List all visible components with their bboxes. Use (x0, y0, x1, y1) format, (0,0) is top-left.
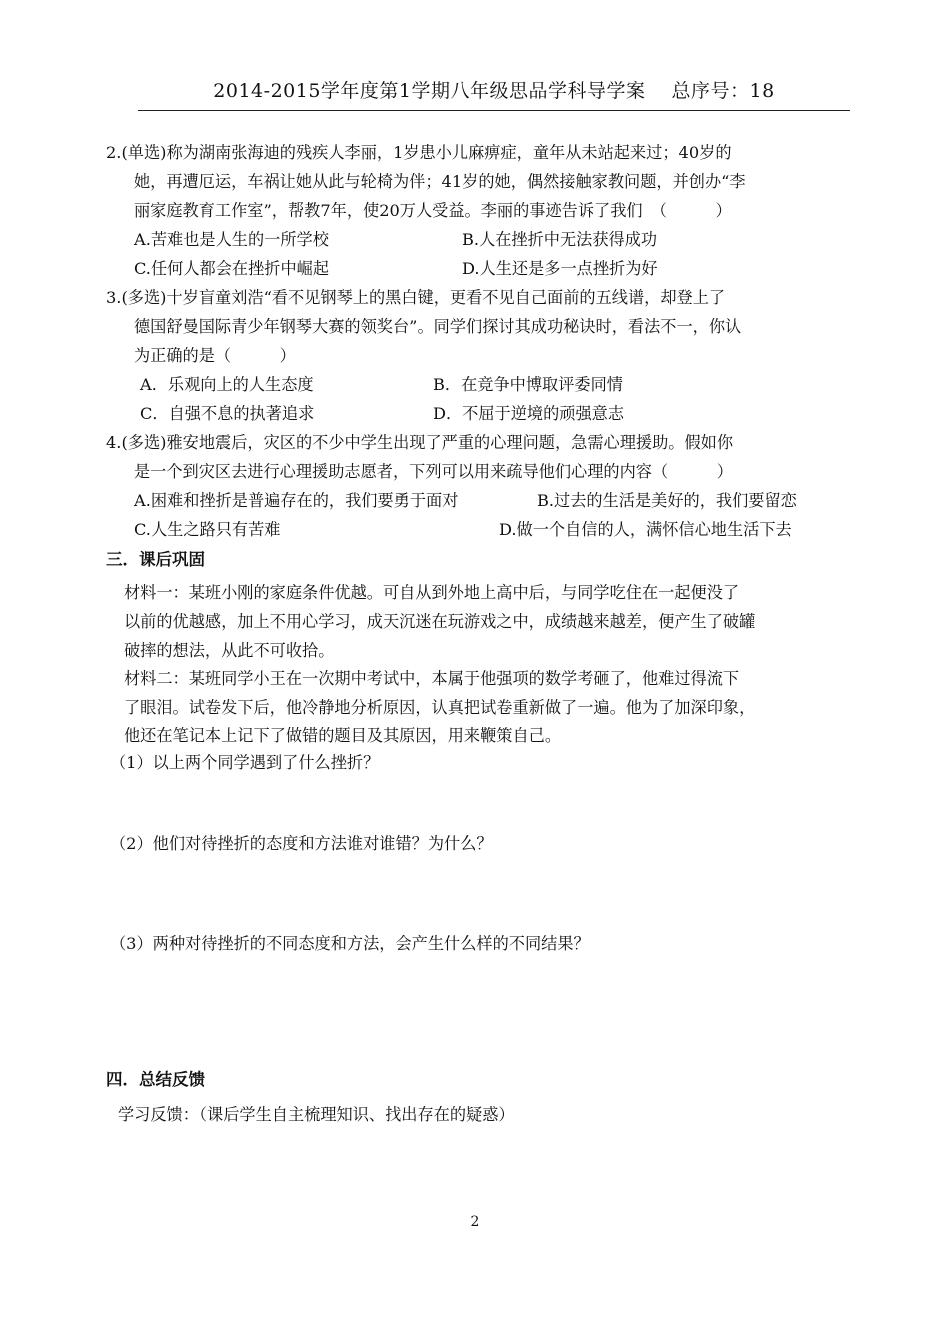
material-line-3: 破摔的想法，从此不可收拾。 (124, 641, 335, 660)
material-line-2: 以前的优越感，加上不用心学习，成天沉迷在玩游戏之中，成绩越来越差，便产生了破罐 (124, 612, 756, 631)
header-rule (138, 110, 850, 111)
subquestion-2: （2）他们对待挫折的态度和方法谁对谁错？为什么？ (110, 834, 493, 853)
question-3-option-c: C．自强不息的执著追求 (140, 404, 315, 423)
section-4-title: 四．总结反馈 (106, 1070, 205, 1089)
page-number: 2 (470, 1214, 480, 1230)
subquestion-1: （1）以上两个同学遇到了什么挫折？ (110, 753, 380, 772)
question-3-option-d: D．不屈于逆境的顽强意志 (433, 404, 625, 423)
question-2-line-1: 2.(单选)称为湖南张海迪的残疾人李丽，1岁患小儿麻痹症，童年从未站起来过；40岁的 (106, 143, 732, 162)
question-2-option-a: A.苦难也是人生的一所学校 (134, 230, 329, 249)
question-2-option-b: B.人在挫折中无法获得成功 (462, 230, 658, 249)
page-header (138, 76, 850, 103)
question-4-option-a: A.困难和挫折是普遍存在的，我们要勇于面对 (134, 491, 459, 510)
question-2-option-c: C.任何人都会在挫折中崛起 (134, 259, 330, 278)
subquestion-3: （3）两种对待挫折的不同态度和方法，会产生什么样的不同结果？ (110, 934, 590, 953)
material-line-4: 材料二：某班同学小王在一次期中考试中，本属于他强项的数学考砸了，他难过得流下 (124, 669, 740, 688)
header-title: 2014-2015学年度第1学期八年级思品学科导学案 (213, 80, 646, 102)
material-line-1: 材料一：某班小刚的家庭条件优越。可自从到外地上高中后，与同学吃住在一起便没了 (124, 583, 740, 602)
material-line-5: 了眼泪。试卷发下后，他冷静地分析原因，认真把试卷重新做了一遍。他为了加深印象， (124, 698, 756, 717)
question-2-line-3: 丽家庭教育工作室”，帮教7年，使20万人受益。李丽的事迹告诉了我们 （ ） (134, 201, 732, 220)
question-4-option-b: B.过去的生活是美好的，我们要留恋 (537, 491, 797, 510)
question-3-line-1: 3.(多选)十岁盲童刘浩“看不见钢琴上的黑白键，更看不见自己面前的五线谱，却登上了 (106, 288, 726, 307)
question-3-line-2: 德国舒曼国际青少年钢琴大赛的领奖台”。同学们探讨其成功秘诀时，看法不一，你认 (134, 317, 742, 336)
material-line-6: 他还在笔记本上记下了做错的题目及其原因，用来鞭策自己。 (124, 726, 562, 745)
question-3-option-b: B．在竞争中博取评委同情 (433, 375, 623, 394)
question-4-option-d: D.做一个自信的人，满怀信心地生活下去 (499, 520, 792, 539)
question-4-line-2: 是一个到灾区去进行心理援助志愿者，下列可以用来疏导他们心理的内容（ ） (134, 462, 733, 481)
question-3-option-a: A．乐观向上的人生态度 (140, 375, 314, 394)
question-2-line-2: 她，再遭厄运，车祸让她从此与轮椅为伴；41岁的她，偶然接触家教问题，并创办“李 (134, 172, 746, 191)
question-4-option-c: C.人生之路只有苦难 (134, 520, 281, 539)
question-2-option-d: D.人生还是多一点挫折为好 (462, 259, 658, 278)
header-serial: 总序号：18 (671, 80, 775, 102)
feedback-line: 学习反馈：（课后学生自主梳理知识、找出存在的疑惑） (118, 1105, 515, 1124)
question-4-line-1: 4.(多选)雅安地震后，灾区的不少中学生出现了严重的心理问题，急需心理援助。假如你 (106, 433, 734, 452)
question-3-line-3: 为正确的是（ ） (134, 346, 296, 365)
section-3-title: 三．课后巩固 (106, 550, 205, 569)
